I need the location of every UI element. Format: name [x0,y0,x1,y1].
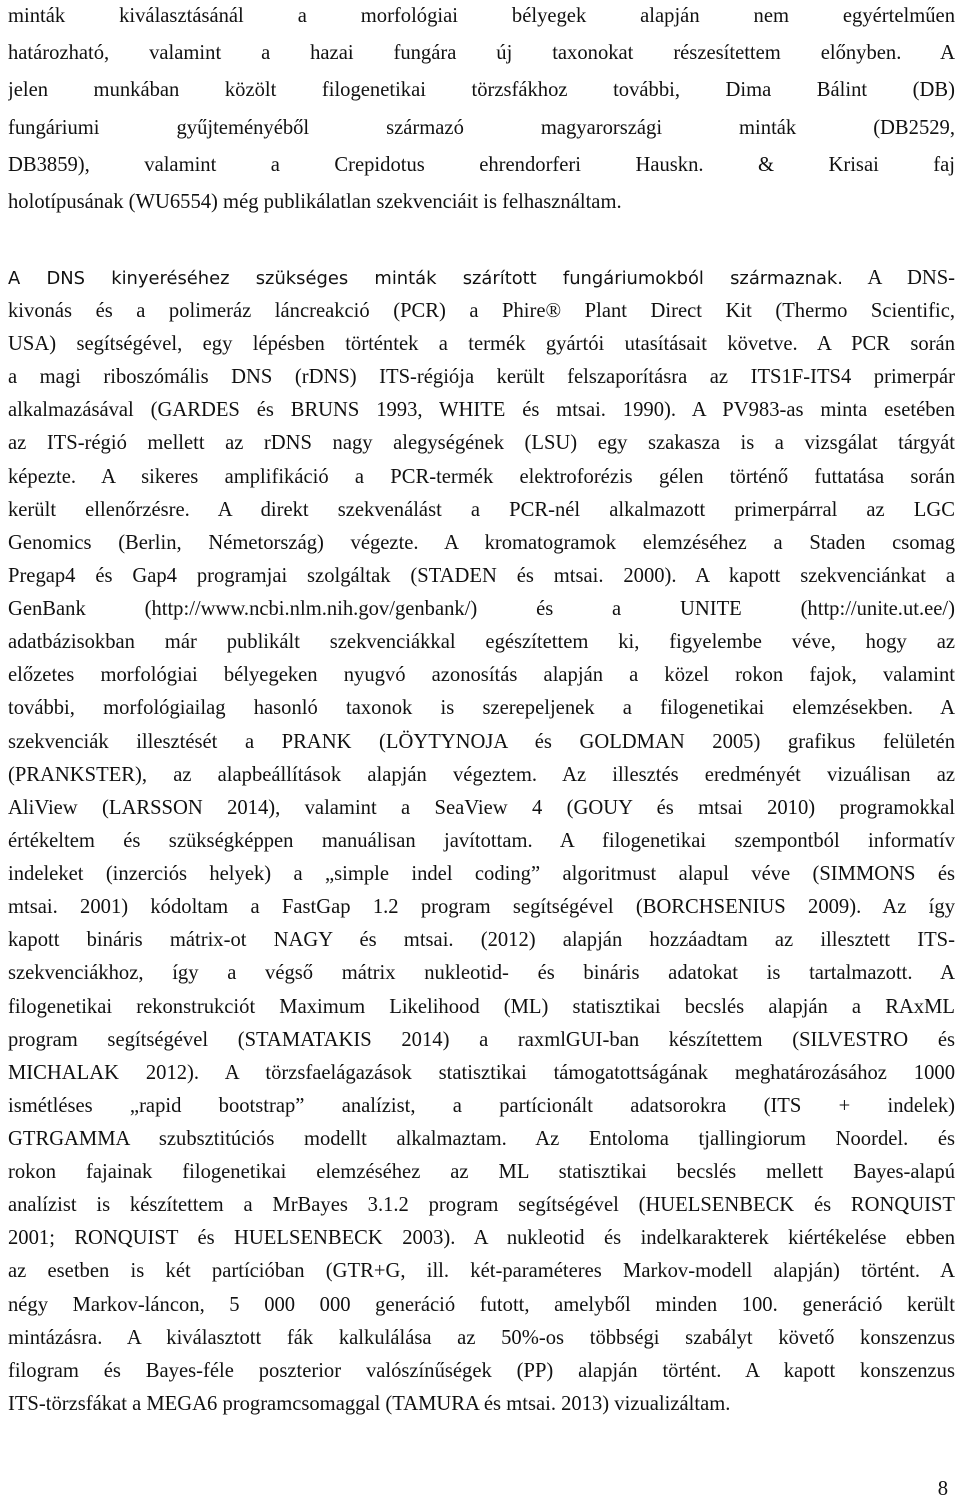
text-line: szekvenciákhoz, így a végső mátrix nukleotid- és bináris adatokat is tartalmazott. A [8,962,955,985]
text-line: kapott bináris mátrix-ot NAGY és mtsai. (2012) alapján hozzáadtam az illesztett ITS- [8,929,955,952]
text-line: rokon fajainak filogenetikai elemzéséhez az ML statisztikai becslés mellett Bayes-alapú [8,1161,955,1184]
text-line: GenBank (http://www.ncbi.nlm.nih.gov/genbank/) és a UNITE (http://unite.ut.ee/) [8,598,955,621]
text-line: filogenetikai rekonstrukciót Maximum Likelihood (ML) statisztikai becslés alapján a RAxML [8,995,955,1018]
text-line: szekvenciák illesztését a PRANK (LÖYTYNOJA és GOLDMAN 2005) grafikus felületén [8,730,955,753]
paragraph-2-first-text: A DNS kinyeréséhez szükséges minták szárított fungáriumokból származnak. [8,268,843,289]
text-line: mintázásra. A kiválasztott fák kalkulálása az 50%-os többségi szabályt követő konszenzus [8,1326,955,1349]
text-line: holotípusának (WU6554) még publikálatlan szekvenciáit is felhasználtam. [8,191,622,213]
text-line: képezte. A sikeres amplifikáció a PCR-termék elektroforézis gélen történő futtatása során [8,465,955,488]
text-line: az ITS-régió mellett az rDNS nagy alegységének (LSU) egy szakasza is a vizsgálat tárgyát [8,432,955,455]
text-line: határozható, valamint a hazai fungára új taxonokat részesítettem előnyben. A [8,42,955,65]
text-line: AliView (LARSSON 2014), valamint a SeaView 4 (GOUY és mtsai 2010) programokkal [8,796,955,819]
text-line: adatbázisokban már publikált szekvenciákkal egészítettem ki, figyelembe véve, hogy az [8,631,955,654]
text-line: mtsai. 2001) kódoltam a FastGap 1.2 program segítségével (BORCHSENIUS 2009). Az így [8,896,955,919]
text-line: GTRGAMMA szubsztitúciós modellt alkalmaztam. Az Entoloma tjallingiorum Noordel. és [8,1128,955,1150]
text-line: további, morfológiailag hasonló taxonok is szerepeljenek a filogenetikai elemzésekben. A [8,697,955,720]
text-line: USA) segítségével, egy lépésben történtek a termék gyártói utasításait követve. A PCR során [8,333,955,356]
text-line: ismétléses „rapid bootstrap” analízist, a partícionált adatsorokra (ITS + indelek) [8,1094,955,1117]
text-line: minták kiválasztásánál a morfológiai bélyegek alapján nem egyértelműen [8,5,955,27]
text-line: analízist is készítettem a MrBayes 3.1.2 program segítségével (HUELSENBECK és RONQUIST [8,1194,955,1217]
text-line: 2001; RONQUIST és HUELSENBECK 2003). A nukleotid és indelkarakterek kiértékelése ebben [8,1227,955,1250]
text-line: az esetben is két partícióban (GTR+G, ill. két-paraméteres Markov-modell alapján) történt. A [8,1260,955,1283]
text-line: előzetes morfológiai bélyegeken nyugvó azonosítás alapján a közel rokon fajok, valamint [8,664,955,687]
page-number: 8 [937,1478,948,1500]
text-line: (PRANKSTER), az alapbeállítások alapján végeztem. Az illesztés eredményét vizuálisan az [8,763,955,786]
paragraph-2-first-line [8,262,955,295]
paragraph-2-first-tail: A DNS- [842,267,955,289]
text-line: alkalmazásával (GARDES és BRUNS 1993, WHITE és mtsai. 1990). A PV983-as minta esetében [8,399,955,422]
text-line: Genomics (Berlin, Németország) végezte. A kromatogramok elemzéséhez a Staden csomag [8,531,955,554]
text-line: DB3859), valamint a Crepidotus ehrendorferi Hauskn. & Krisai faj [8,153,955,176]
text-line: MICHALAK 2012). A törzsfaelágazások statisztikai támogatottságának meghatározásához 1000 [8,1061,955,1084]
text-line: értékeltem és szükségképpen manuálisan javítottam. A filogenetikai szempontból informatív [8,829,955,852]
text-line: négy Markov-láncon, 5 000 000 generáció futott, amelyből minden 100. generáció került [8,1293,955,1316]
text-line: indeleket (inzerciós helyek) a „simple indel coding” algoritmust alapul véve (SIMMONS és [8,863,955,886]
text-line: a magi riboszómális DNS (rDNS) ITS-régiója került felszaporításra az ITS1F-ITS4 primerpár [8,366,955,389]
text-line: ITS-törzsfákat a MEGA6 programcsomaggal (TAMURA és mtsai. 2013) vizualizáltam. [8,1392,731,1415]
text-line: kivonás és a polimeráz láncreakció (PCR) a Phire® Plant Direct Kit (Thermo Scientific, [8,300,955,322]
text-line: filogram és Bayes-féle poszterior valószínűségek (PP) alapján történt. A kapott konszenzus [8,1359,955,1382]
text-line: Pregap4 és Gap4 programjai szolgáltak (STADEN és mtsai. 2000). A kapott szekvenciánkat a [8,564,955,587]
text-line: jelen munkában közölt filogenetikai törzsfákhoz további, Dima Bálint (DB) [8,79,955,102]
text-line: került ellenőrzésre. A direkt szekvenálást a PCR-nél alkalmazott primerpárral az LGC [8,498,955,521]
text-line: fungáriumi gyűjteményéből származó magyarországi minták (DB2529, [8,116,955,139]
text-line: program segítségével (STAMATAKIS 2014) a raxmlGUI-ban készítettem (SILVESTRO és [8,1028,955,1051]
